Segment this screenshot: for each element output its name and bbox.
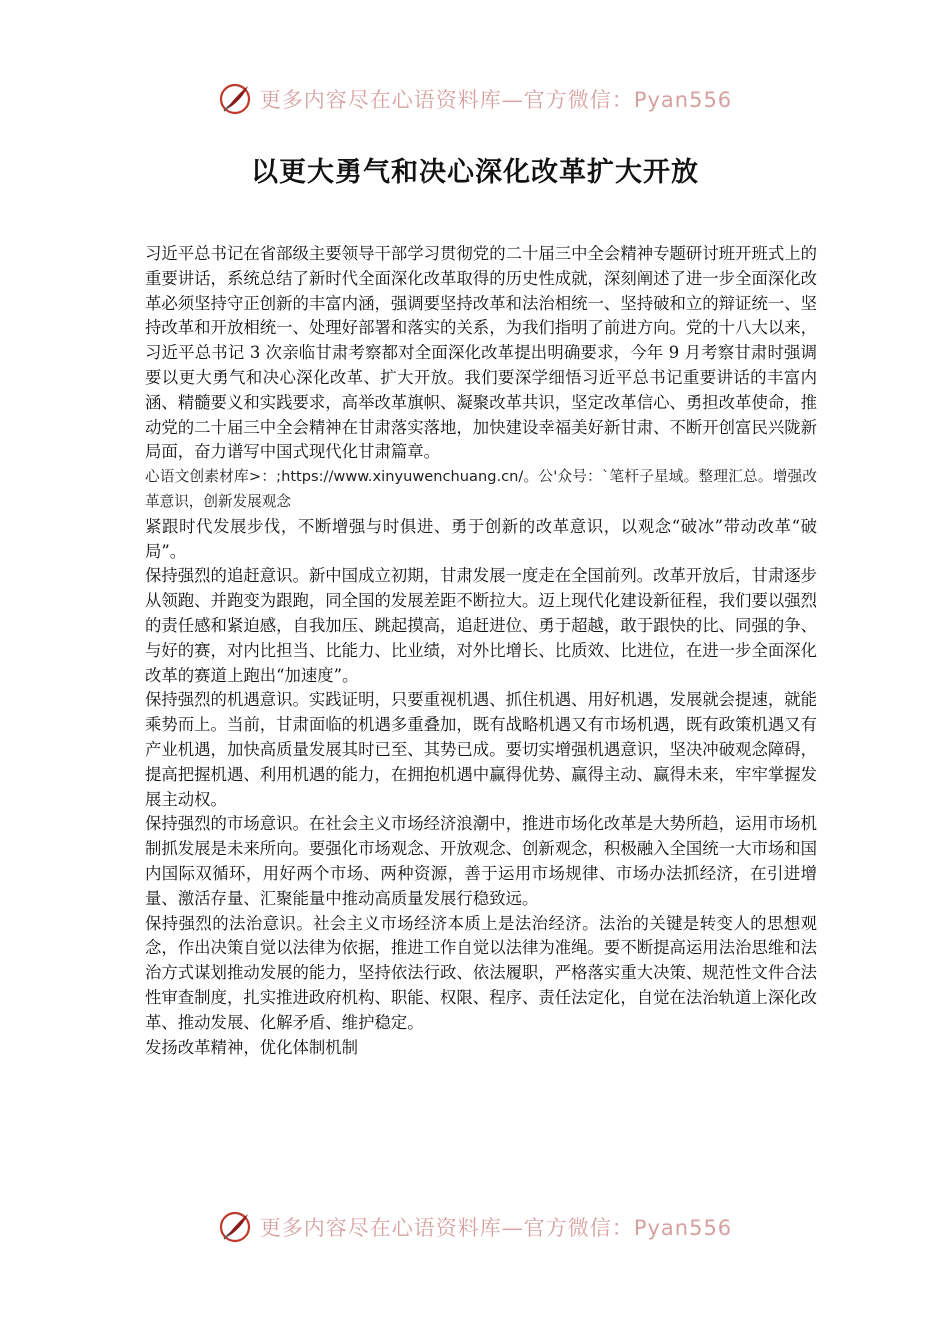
paragraph-rule-of-law: 保持强烈的法治意识。社会主义市场经济本质上是法治经济。法治的关键是转变人的思想观念，作出决策自觉以法律为依据，推进工作自觉以法律为准绳。要不断提高运用法治思维和法治方式谋划推动发展的能力，坚持依法行政、依法履职，严格落实重大决策、规范性文件合法性审查制度，扎实推进政府机构、职能、权限、程序、责任法定化，自觉在法治轨道上深化改革、推动发展、化解矛盾、维护稳定。 xyxy=(145,913,818,1032)
wechat-id: Pyan556 xyxy=(633,88,733,112)
paragraph-opportunity: 保持强烈的机遇意识。实践证明，只要重视机遇、抓住机遇、用好机遇，发展就会提速，就能乘势而上。当前，甘肃面临的机遇多重叠加，既有战略机遇又有市场机遇，既有政策机遇又有产业机遇，加快高质量发展其时已至、其势已成。要切实增强机遇意识，坚决冲破观念障碍，提高把握机遇、利用机遇的能力，在拥抱机遇中赢得优势、赢得主动、赢得未来，牢牢掌握发展主动权。 xyxy=(145,690,818,809)
banner-text: 更多内容尽在心语资料库—官方微信：Pyan556 xyxy=(259,88,733,112)
wechat-id: Pyan556 xyxy=(633,1216,733,1240)
header-banner xyxy=(0,82,950,116)
section-heading: 发扬改革精神，优化体制机制 xyxy=(145,1037,359,1057)
page-title: 以更大勇气和决心深化改革扩大开放 xyxy=(251,157,699,188)
paragraph-catch-up: 保持强烈的追赶意识。新中国成立初期，甘肃发展一度走在全国前列。改革开放后，甘肃逐步从领跑、并跑变为跟跑，同全国的发展差距不断拉大。迈上现代化建设新征程，我们要以强烈的责任感和紧迫感，自我加压、跳起摸高，追赶进位、勇于超越，敢于跟快的比、同强的争、与好的赛，对内比担当、比能力、比业绩，对外比增长、比质效、比进位，在进一步全面深化改革的赛道上跑出“加速度”。 xyxy=(145,566,818,685)
quill-logo-icon xyxy=(218,1210,252,1244)
paragraph-intro: 习近平总书记在省部级主要领导干部学习贯彻党的二十届三中全会精神专题研讨班开班式上的重要讲话，系统总结了新时代全面深化改革取得的历史性成就，深刻阐述了进一步全面深化改革必须坚持守正创新的丰富内涵，强调要坚持改革和法治相统一、坚持破和立的辩证统一、坚持改革和开放相统一、处理好部署和落实的关系，为我们指明了前进方向。党的十八大以来，习近平总书记 3 次亲临甘肃考察都对全面深化改革提出明确要求，今年 9 月考察甘肃时强调要以更大勇气和决心深化改革、扩大开放。我们要深学细悟习近平总书记重要讲话的丰富内涵、精髓要义和实践要求，高举改革旗帜、凝聚改革共识，坚定改革信心、勇担改革使命，推动党的二十届三中全会精神在甘肃落实落地，加快建设幸福美好新甘肃、不断开创富民兴陇新局面，奋力谱写中国式现代化甘肃篇章。 xyxy=(145,244,818,462)
paragraph-section-intro: 紧跟时代发展步伐，不断增强与时俱进、勇于创新的改革意识，以观念“破冰”带动改革“破局”。 xyxy=(145,516,817,561)
paragraph-source-heading: 心语文创素材库>：;https://www.xinyuwenchuang.cn/。公'众号：`笔杆子星域。整理汇总。增强改革意识，创新发展观念 xyxy=(145,468,817,510)
quill-logo-icon xyxy=(218,82,252,116)
footer-banner xyxy=(0,1210,950,1244)
article-body xyxy=(145,242,817,1060)
paragraph-market: 保持强烈的市场意识。在社会主义市场经济浪潮中，推进市场化改革是大势所趋，运用市场机制抓发展是未来所向。要强化市场观念、开放观念、创新观念，积极融入全国统一大市场和国内国际双循环，用好两个市场、两种资源，善于运用市场规律、市场办法抓经济，在引进增量、激活存量、汇聚能量中推动高质量发展行稳致远。 xyxy=(145,814,818,908)
banner-text: 更多内容尽在心语资料库—官方微信：Pyan556 xyxy=(259,1216,733,1240)
